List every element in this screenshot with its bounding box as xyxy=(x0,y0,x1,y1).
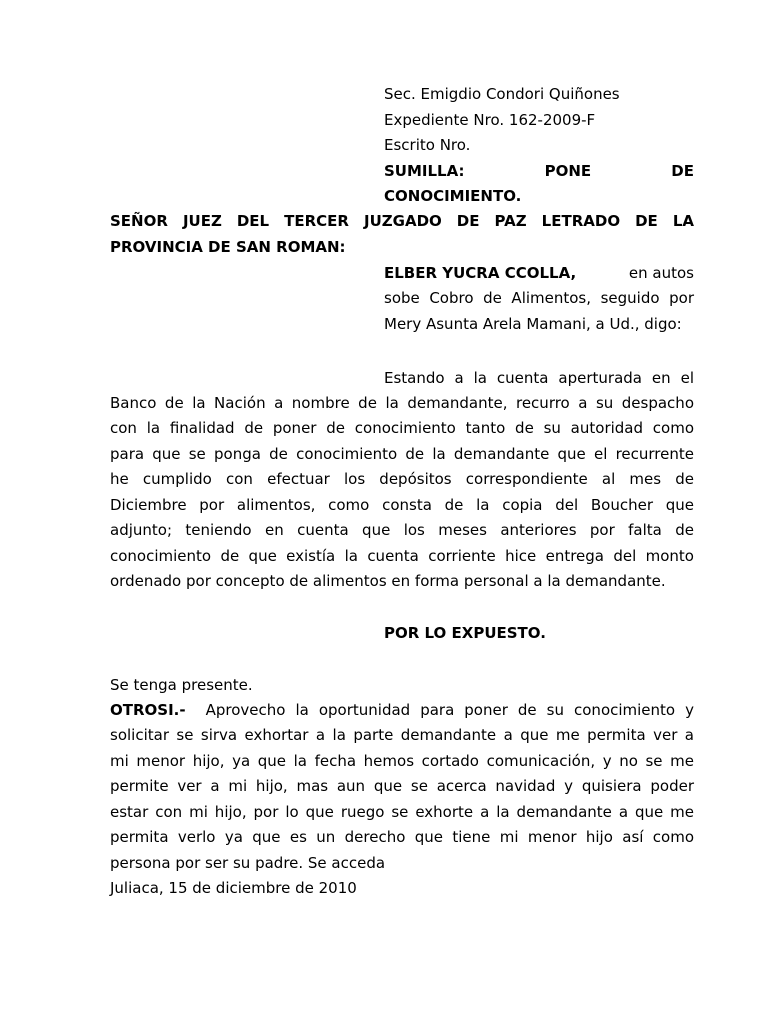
body-line: he cumplido con efectuar los depósitos correspondiente al mes de xyxy=(110,470,694,488)
otrosi-line-1 xyxy=(110,700,694,720)
intro-line-1-rest: en autos xyxy=(628,264,694,282)
intro-line-3: Mery Asunta Arela Mamani, a Ud., digo: xyxy=(384,315,682,333)
otrosi-line-1-rest: Aprovecho la oportunidad para poner de su conocimiento y xyxy=(185,701,694,719)
sumilla-row xyxy=(384,161,694,181)
otrosi-line: permite ver a mi hijo, mas aun que se acerca navidad y quisiera poder xyxy=(110,777,694,795)
por-lo-expuesto: POR LO EXPUESTO. xyxy=(384,624,546,642)
sumilla-line-2 xyxy=(384,186,521,206)
otrosi-line: estar con mi hijo, por lo que ruego se exhorte a la demandante a que me xyxy=(110,803,694,821)
sumilla-label: SUMILLA: xyxy=(384,162,465,180)
addressee-line-2: PROVINCIA DE SAN ROMAN: xyxy=(110,238,346,256)
body-line: ordenado por concepto de alimentos en forma personal a la demandante. xyxy=(110,572,666,590)
body-line: con la finalidad de poner de conocimiento tanto de su autoridad como xyxy=(110,419,694,437)
sumilla-word-2: DE xyxy=(671,162,694,180)
secretary-line: Sec. Emigdio Condori Quiñones xyxy=(384,85,620,103)
escrito-line: Escrito Nro. xyxy=(384,136,471,154)
intro-line-1 xyxy=(384,263,694,283)
addressee-line-1: SEÑOR JUEZ DEL TERCER JUZGADO DE PAZ LETRADO DE LA xyxy=(110,212,694,230)
otrosi-line: permita verlo ya que es un derecho que tiene mi menor hijo así como xyxy=(110,828,694,846)
intro-line-2: sobe Cobro de Alimentos, seguido por xyxy=(384,289,694,307)
sumilla-word-1: PONE xyxy=(544,162,592,180)
body-line: para que se ponga de conocimiento de la demandante que el recurrente xyxy=(110,445,694,463)
otrosi-last-line: persona por ser su padre. Se acceda xyxy=(110,854,386,872)
closing-date: Juliaca, 15 de diciembre de 2010 xyxy=(110,879,357,897)
expediente-line: Expediente Nro. 162-2009-F xyxy=(384,111,596,129)
otrosi-line: mi menor hijo, ya que la fecha hemos cortado comunicación, y no se me xyxy=(110,752,694,770)
sumilla-line-2-text: CONOCIMIENTO. xyxy=(384,187,522,205)
body-line: adjunto; teniendo en cuenta que los meses anteriores por falta de xyxy=(110,521,694,539)
body-line: Banco de la Nación a nombre de la demandante, recurro a su despacho xyxy=(110,394,694,412)
body-line: Diciembre por alimentos, como consta de la copia del Boucher que xyxy=(110,496,694,514)
petitioner-name: ELBER YUCRA CCOLLA, xyxy=(384,264,577,282)
otrosi-label: OTROSI.- xyxy=(110,701,186,719)
body-line: Estando a la cuenta aperturada en el xyxy=(384,369,694,387)
otrosi-line: solicitar se sirva exhortar a la parte demandante a que me permita ver a xyxy=(110,726,694,744)
body-line: conocimiento de que existía la cuenta corriente hice entrega del monto xyxy=(110,547,694,565)
se-tenga-presente: Se tenga presente. xyxy=(110,676,253,694)
